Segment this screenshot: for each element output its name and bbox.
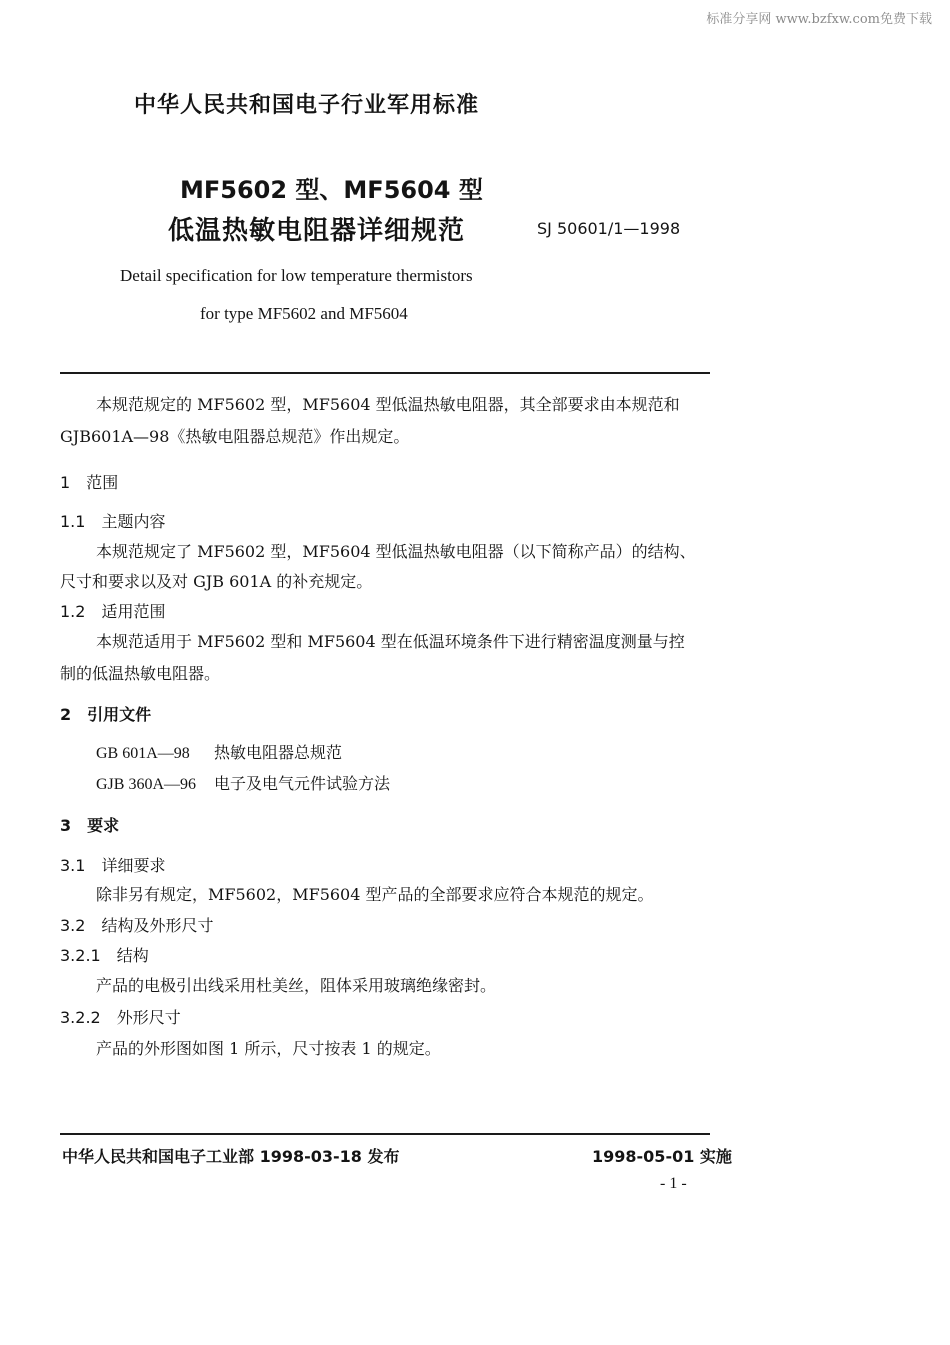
reference-code: GB 601A—98 bbox=[96, 745, 190, 762]
section-1-1-heading bbox=[60, 507, 165, 537]
section-number: 3 bbox=[60, 816, 72, 835]
page-number: - 1 - bbox=[660, 1175, 687, 1192]
section-3-2-2-line1: 产品的外形图如图 1 所示，尺寸按表 1 的规定。 bbox=[96, 1039, 441, 1058]
intro-line1: 本规范规定的 MF5602 型，MF5604 型低温热敏电阻器，其全部要求由本规范和 bbox=[96, 395, 680, 414]
english-title-line1: Detail specification for low temperature thermistors bbox=[120, 266, 473, 285]
section-title: 主题内容 bbox=[101, 512, 166, 531]
section-1-2-line2: 制的低温热敏电阻器。 bbox=[60, 664, 221, 683]
document-title: 低温热敏电阻器详细规范 bbox=[168, 216, 466, 246]
section-title: 详细要求 bbox=[101, 856, 166, 875]
section-3-1-heading bbox=[60, 851, 165, 881]
intro-line2: GJB601A—98《热敏电阻器总规范》作出规定。 bbox=[60, 427, 410, 446]
footer-divider bbox=[60, 1133, 710, 1135]
section-number: 3.2.1 bbox=[60, 946, 101, 965]
section-title: 外形尺寸 bbox=[116, 1008, 181, 1027]
section-1-2-line1: 本规范适用于 MF5602 型和 MF5604 型在低温环境条件下进行精密温度测量与控 bbox=[96, 632, 685, 651]
section-1-heading bbox=[60, 468, 118, 498]
reference-item bbox=[96, 769, 390, 800]
reference-item bbox=[96, 738, 342, 769]
reference-title: 热敏电阻器总规范 bbox=[214, 743, 343, 762]
issue-date: 中华人民共和国电子工业部 1998-03-18 发布 bbox=[62, 1147, 400, 1166]
reference-title: 电子及电气元件试验方法 bbox=[214, 774, 391, 793]
section-1-2-heading bbox=[60, 597, 165, 627]
section-3-2-heading bbox=[60, 911, 213, 941]
section-number: 3.1 bbox=[60, 856, 86, 875]
section-title: 适用范围 bbox=[101, 602, 166, 621]
section-number: 3.2 bbox=[60, 916, 86, 935]
english-title-line2: for type MF5602 and MF5604 bbox=[200, 304, 408, 323]
standard-code: SJ 50601/1—1998 bbox=[537, 219, 681, 238]
section-3-heading bbox=[60, 811, 119, 841]
effective-date: 1998-05-01 实施 bbox=[592, 1147, 732, 1166]
header-divider bbox=[60, 372, 710, 374]
section-3-2-1-heading bbox=[60, 941, 149, 971]
section-number: 1.2 bbox=[60, 602, 86, 621]
section-1-1-line2: 尺寸和要求以及对 GJB 601A 的补充规定。 bbox=[60, 572, 373, 591]
section-3-2-1-line1: 产品的电极引出线采用杜美丝，阻体采用玻璃绝缘密封。 bbox=[96, 976, 497, 995]
section-number: 1.1 bbox=[60, 512, 86, 531]
section-3-1-line1: 除非另有规定，MF5602，MF5604 型产品的全部要求应符合本规范的规定。 bbox=[96, 885, 654, 904]
section-number: 2 bbox=[60, 705, 72, 724]
watermark: 标准分享网 www.bzfxw.com免费下载 bbox=[706, 12, 932, 27]
section-title: 结构 bbox=[116, 946, 149, 965]
section-number: 3.2.2 bbox=[60, 1008, 101, 1027]
section-title: 要求 bbox=[87, 816, 120, 835]
section-3-2-2-heading bbox=[60, 1003, 181, 1033]
document-title-models: MF5602 型、MF5604 型 bbox=[180, 176, 483, 204]
section-1-1-line1: 本规范规定了 MF5602 型，MF5604 型低温热敏电阻器（以下简称产品）的结构、 bbox=[96, 542, 696, 561]
reference-code: GJB 360A—96 bbox=[96, 776, 197, 793]
section-number: 1 bbox=[60, 473, 71, 492]
section-title: 引用文件 bbox=[87, 705, 152, 724]
standard-org-title: 中华人民共和国电子行业军用标准 bbox=[134, 93, 480, 118]
section-title: 结构及外形尺寸 bbox=[101, 916, 214, 935]
section-title: 范围 bbox=[86, 473, 119, 492]
section-2-heading bbox=[60, 700, 151, 730]
